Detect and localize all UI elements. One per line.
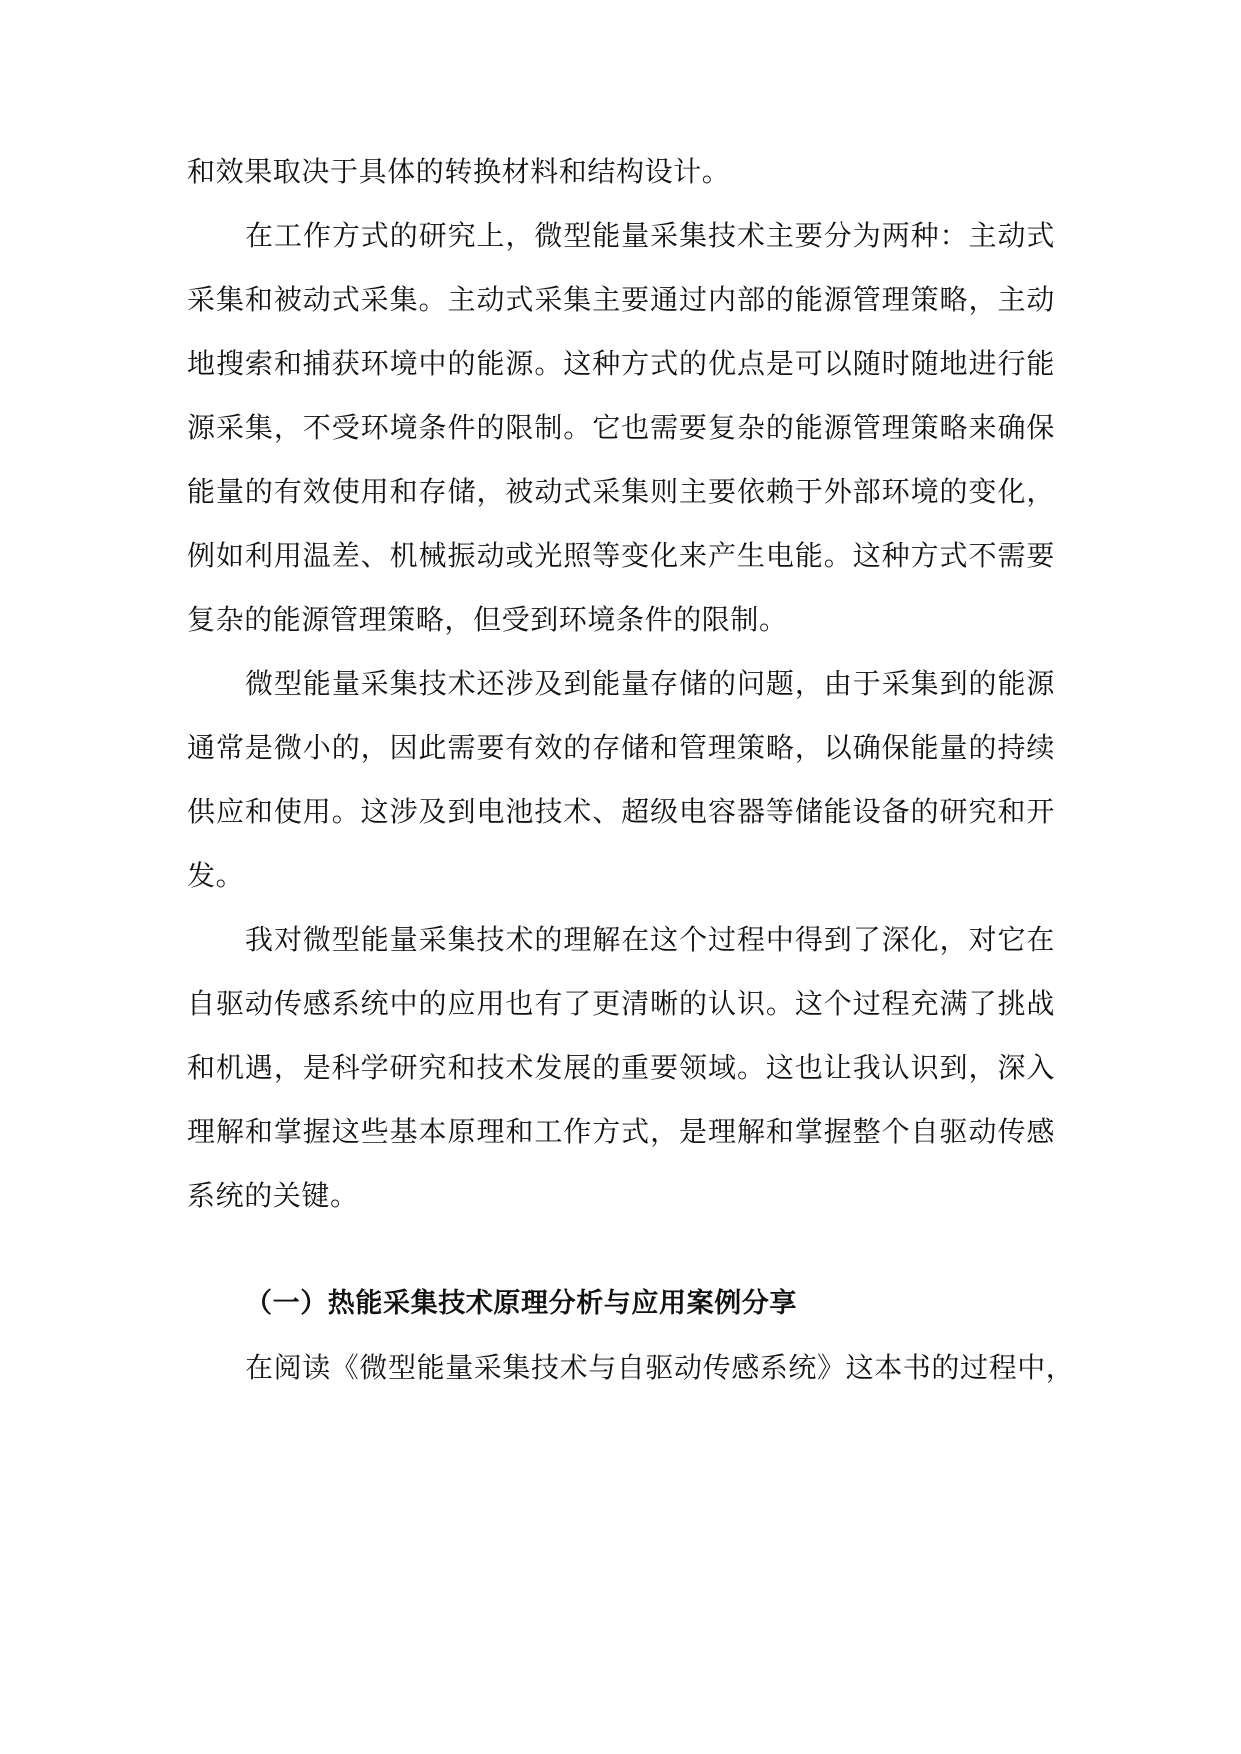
text-line: 能量的有效使用和存储，被动式采集则主要依赖于外部环境的变化， [187,475,1055,508]
paragraph-2 [187,204,1055,652]
text-line: 微型能量采集技术还涉及到能量存储的问题，由于采集到的能源 [245,667,1055,700]
text-line: 通常是微小的，因此需要有效的存储和管理策略，以确保能量的持续 [187,731,1055,764]
text-line: 发。 [187,859,245,892]
text-line: 采集和被动式采集。主动式采集主要通过内部的能源管理策略，主动 [187,283,1055,316]
text-line: 我对微型能量采集技术的理解在这个过程中得到了深化，对它在 [245,923,1055,956]
text-line: 例如利用温差、机械振动或光照等变化来产生电能。这种方式不需要 [187,539,1055,572]
section-heading: （一）热能采集技术原理分析与应用案例分享 [245,1288,797,1319]
text-line: 地搜索和捕获环境中的能源。这种方式的优点是可以随时随地进行能 [187,347,1055,380]
text-line: 在工作方式的研究上，微型能量采集技术主要分为两种：主动式 [245,219,1055,252]
text-line: 复杂的能源管理策略，但受到环境条件的限制。 [187,603,788,636]
text-line: 在阅读《微型能量采集技术与自驱动传感系统》这本书的过程中， [245,1351,1075,1384]
text-line: 供应和使用。这涉及到电池技术、超级电容器等储能设备的研究和开 [187,795,1055,828]
text-line: 系统的关键。 [187,1179,359,1212]
paragraph-4 [187,908,1055,1228]
text-line: 自驱动传感系统中的应用也有了更清晰的认识。这个过程充满了挑战 [187,987,1055,1020]
text-line: 和机遇，是科学研究和技术发展的重要领域。这也让我认识到，深入 [187,1051,1055,1084]
document-body [187,140,1075,1400]
paragraph-3 [187,652,1055,908]
paragraph-1 [187,140,1055,204]
paragraph-5 [187,1336,1075,1400]
text-line: 源采集，不受环境条件的限制。它也需要复杂的能源管理策略来确保 [187,411,1055,444]
text-line: 理解和掌握这些基本原理和工作方式，是理解和掌握整个自驱动传感 [187,1115,1055,1148]
text-line: 和效果取决于具体的转换材料和结构设计。 [187,155,731,188]
